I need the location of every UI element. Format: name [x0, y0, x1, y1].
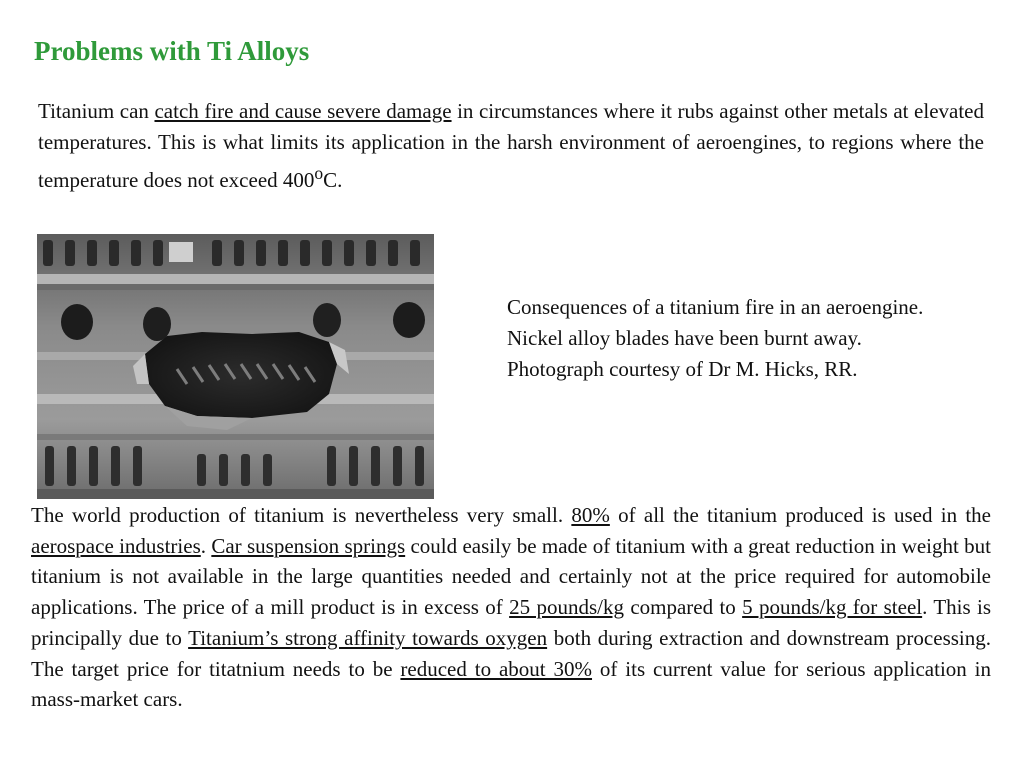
- intro-text-3: C.: [323, 168, 343, 192]
- body-text-1: The world production of titanium is nevertheless very small.: [31, 503, 572, 527]
- body-paragraph: [31, 500, 991, 715]
- intro-underlined-fire-damage: catch fire and cause severe damage: [154, 99, 452, 123]
- body-underlined-aerospace: aerospace industries: [31, 533, 201, 558]
- body-underlined-car-springs: Car suspension springs: [211, 533, 406, 558]
- intro-paragraph: [38, 96, 984, 196]
- body-underlined-30-percent: reduced to about 30%: [400, 656, 593, 681]
- body-text-4: could easily be made of titanium with a great reduction in weight but titanium is not available in the large quantities needed and certainly not at the price required for automobile applications. The price of a mill product is in excess of: [31, 533, 992, 620]
- aeroengine-fire-photo: [37, 234, 434, 499]
- photo-caption: Consequences of a titanium fire in an aeroengine. Nickel alloy blades have been burnt away. Photograph courtesy of Dr M. Hicks, RR.: [507, 295, 924, 381]
- degree-superscript: o: [314, 163, 324, 183]
- body-underlined-oxygen-affinity: Titanium’s strong affinity towards oxygen: [188, 625, 548, 650]
- body-text-2: of all the titanium produced is used in the: [609, 503, 991, 527]
- intro-text-1: Titanium can: [38, 99, 155, 123]
- body-underlined-25-pounds: 25 pounds/kg: [509, 595, 624, 620]
- intro-text-2: in circumstances where it rubs against other metals at elevated temperatures. This is what limits its application in the harsh environment of aeroengines, to regions where the temperature does not exceed 400: [38, 99, 984, 192]
- body-underlined-80-percent: 80%: [571, 503, 610, 527]
- body-text-6: . This is principally due to: [31, 595, 992, 650]
- body-text-3: .: [200, 533, 212, 558]
- body-underlined-5-pounds-steel: 5 pounds/kg for steel: [742, 595, 923, 620]
- body-text-7: both during extraction and downstream processing. The target price for titatnium needs to be: [31, 625, 991, 681]
- body-text-5: compared to: [623, 595, 743, 620]
- slide-title: Problems with Ti Alloys: [34, 36, 310, 66]
- aeroengine-photo-illustration: [37, 234, 434, 499]
- body-text-8: of its current value for serious application in mass-market cars.: [31, 656, 992, 712]
